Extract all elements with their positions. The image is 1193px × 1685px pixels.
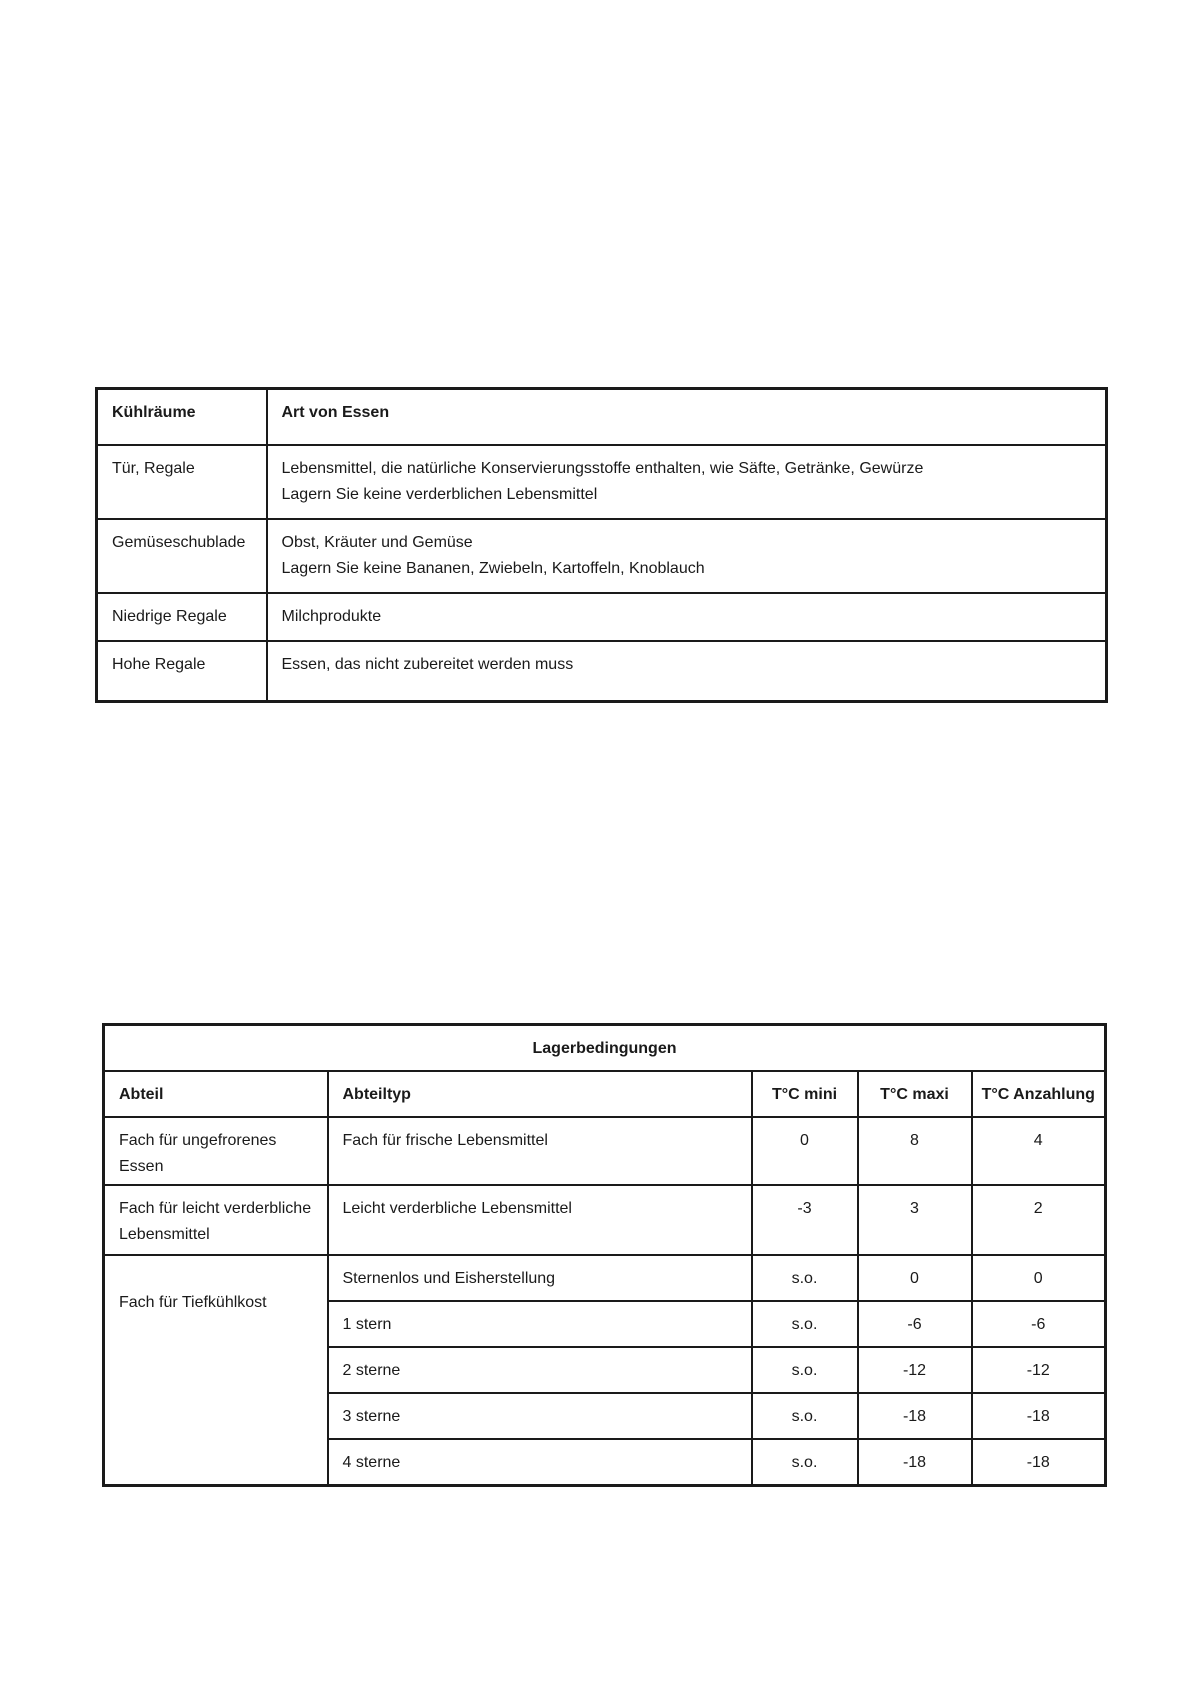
table-header-row: [97, 389, 1107, 446]
header-compartment-type: Abteiltyp: [328, 1071, 752, 1117]
cell-temp-deposit: -6: [972, 1301, 1106, 1347]
cell-temp-deposit: 4: [972, 1117, 1106, 1185]
cell-compartment: Fach für ungefrorenes Essen: [104, 1117, 328, 1185]
cell-temp-min: -3: [752, 1185, 858, 1255]
table-row: [104, 1117, 1106, 1185]
table-row: [97, 593, 1107, 641]
storage-conditions-table: [102, 1023, 1107, 1487]
cooling-zones-table: [95, 387, 1108, 703]
table-row: [97, 445, 1107, 519]
table-row: [104, 1255, 1106, 1301]
cell-place: Hohe Regale: [97, 641, 267, 702]
cell-temp-max: 0: [858, 1255, 972, 1301]
header-temp-min: T°C mini: [752, 1071, 858, 1117]
cell-temp-deposit: 0: [972, 1255, 1106, 1301]
cell-food: [267, 519, 1107, 593]
cell-temp-max: -12: [858, 1347, 972, 1393]
cell-compartment-type: 1 stern: [328, 1301, 752, 1347]
cell-place: Tür, Regale: [97, 445, 267, 519]
cell-compartment: [104, 1185, 328, 1255]
cell-compartment-freezer: Fach für Tiefkühlkost: [104, 1255, 328, 1486]
cell-temp-deposit: 2: [972, 1185, 1106, 1255]
cell-place: Gemüseschublade: [97, 519, 267, 593]
table-row: [97, 641, 1107, 702]
table-header-row: [104, 1071, 1106, 1117]
cell-temp-min: s.o.: [752, 1255, 858, 1301]
cell-temp-deposit: -18: [972, 1393, 1106, 1439]
cell-temp-max: -18: [858, 1439, 972, 1486]
cell-temp-max: -6: [858, 1301, 972, 1347]
table-row: [104, 1185, 1106, 1255]
cell-temp-min: s.o.: [752, 1393, 858, 1439]
food-line: Lebensmittel, die natürliche Konservierungsstoffe enthalten, wie Säfte, Getränke, Gewürze: [281, 460, 924, 477]
cell-place: Niedrige Regale: [97, 593, 267, 641]
compartment-line: Fach für leicht verderbliche: [119, 1200, 312, 1217]
cell-compartment-type: Leicht verderbliche Lebensmittel: [328, 1185, 752, 1255]
cell-temp-deposit: -18: [972, 1439, 1106, 1486]
cell-temp-min: s.o.: [752, 1439, 858, 1486]
header-food-type: Art von Essen: [267, 389, 1107, 446]
cell-food: Milchprodukte: [267, 593, 1107, 641]
cell-compartment-type: 3 sterne: [328, 1393, 752, 1439]
cell-food: [267, 445, 1107, 519]
cell-compartment-type: Fach für frische Lebensmittel: [328, 1117, 752, 1185]
food-note: Lagern Sie keine Bananen, Zwiebeln, Kartoffeln, Knoblauch: [281, 560, 705, 577]
cell-compartment-type: 4 sterne: [328, 1439, 752, 1486]
food-line: Obst, Kräuter und Gemüse: [281, 534, 473, 551]
header-compartment: Abteil: [104, 1071, 328, 1117]
compartment-line: Lebensmittel: [119, 1226, 210, 1243]
header-temp-max: T°C maxi: [858, 1071, 972, 1117]
cell-temp-max: 3: [858, 1185, 972, 1255]
cell-temp-max: -18: [858, 1393, 972, 1439]
table-title: Lagerbedingungen: [104, 1025, 1106, 1072]
table-title-row: [104, 1025, 1106, 1072]
cell-food: Essen, das nicht zubereitet werden muss: [267, 641, 1107, 702]
cell-compartment-type: Sternenlos und Eisherstellung: [328, 1255, 752, 1301]
cell-temp-deposit: -12: [972, 1347, 1106, 1393]
header-cooling-zones: Kühlräume: [97, 389, 267, 446]
cell-temp-min: s.o.: [752, 1301, 858, 1347]
cell-compartment-type: 2 sterne: [328, 1347, 752, 1393]
table-row: [97, 519, 1107, 593]
food-note: Lagern Sie keine verderblichen Lebensmittel: [281, 486, 598, 503]
cell-temp-min: s.o.: [752, 1347, 858, 1393]
cell-temp-min: 0: [752, 1117, 858, 1185]
cell-temp-max: 8: [858, 1117, 972, 1185]
header-temp-deposit: T°C Anzahlung: [972, 1071, 1106, 1117]
